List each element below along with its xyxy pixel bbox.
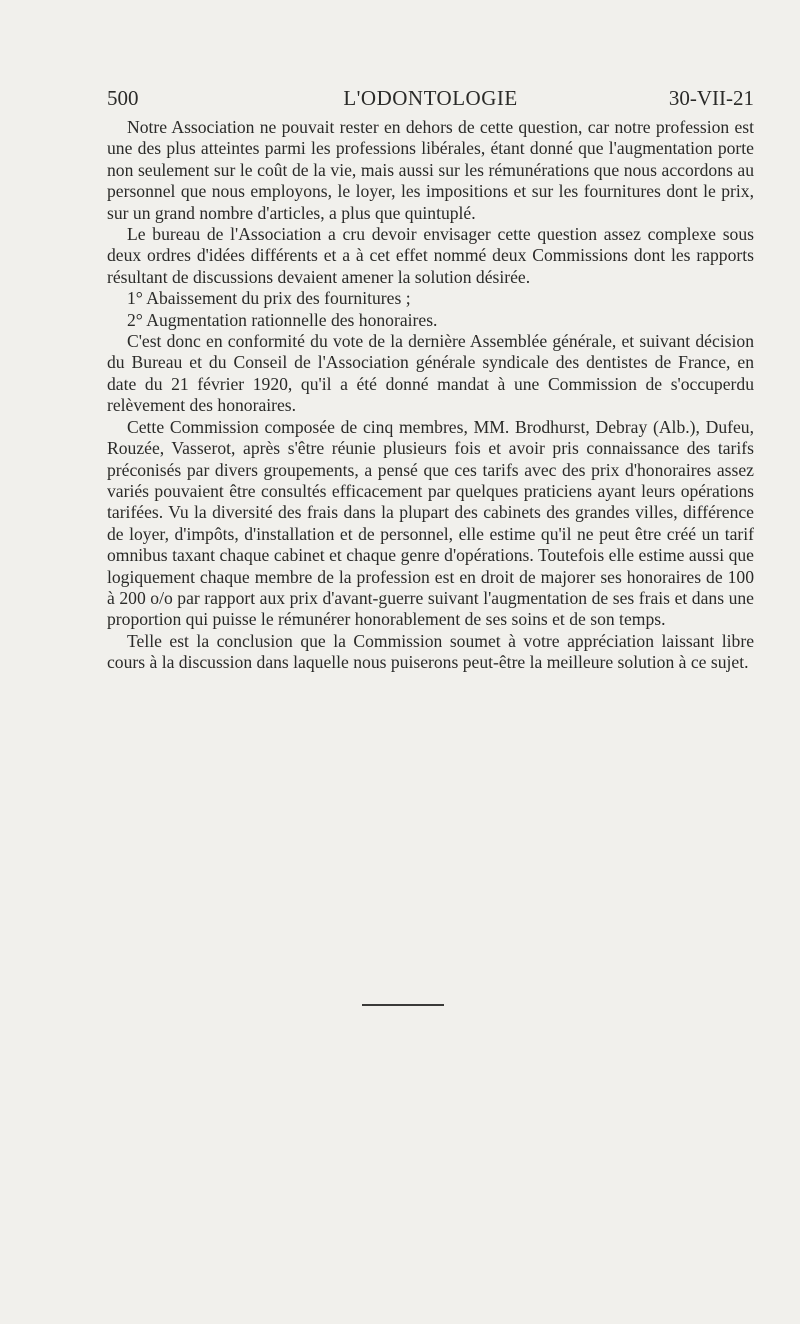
paragraph-conclusion: Telle est la conclusion que la Commission soumet à votre appréciation laissant libre cours à la discussion dans laquelle nous puiserons peut-être la meilleure solution à ce sujet. [107, 630, 754, 673]
list-item-honoraires: 2° Augmentation rationnelle des honoraires. [127, 309, 438, 330]
page-number: 500 [107, 86, 139, 110]
paragraph-association: Notre Association ne pouvait rester en dehors de cette question, car notre profession est une des plus atteintes parmi les professions libérales, étant donné que l'augmentation porte non seulement sur le coût de la vie, mais aussi sur les rémunérations que nous accordons au personnel que nous employons, le loyer, les impositions et sur les fournitures dont le prix, sur un grand nombre d'articles, a plus que quintuplé. [107, 117, 754, 223]
paragraph-mandat: C'est donc en conformité du vote de la dernière Assemblée générale, et suivant décision du Bureau et du Conseil de l'Association générale syndicale des dentistes de France, en date du 21 février 1920, qu'il a été donné mandat à une Commission de s'occuperdu relèvement des honoraires. [107, 331, 754, 416]
paragraph-bureau: Le bureau de l'Association a cru devoir envisager cette question assez complexe sous deux ordres d'idées différents et a à cet effet nommé deux Commissions dont les rapports résultant de discussions devaient amener la solution désirée. [107, 224, 754, 287]
running-title: L'ODONTOLOGIE [343, 86, 518, 110]
section-separator [362, 1004, 444, 1006]
paragraph-commission: Cette Commission composée de cinq membres, MM. Brodhurst, Debray (Alb.), Dufeu, Rouzée, Vasserot, après s'être réunie plusieurs fois et avoir pris connaissance des tarifs préconisés par divers groupements, a pensé que ces tarifs avec des prix d'honoraires assez variés pouvaient être consultés efficacement par quelques praticiens ayant leurs opérations tarifées. Vu la diversité des frais dans la plupart des cabinets des grandes villes, différence de loyer, d'impôts, d'installation et de personnel, elle estime qu'il ne peut être créé un tarif omnibus taxant chaque cabinet et chaque genre d'opérations. Toutefois elle estime aussi que logiquement chaque membre de la profession est en droit de majorer ses honoraires de 100 à 200 o/o par rapport aux prix d'avant-guerre suivant l'augmentation de ses frais et dans une proportion qui puisse le rémunérer honorablement de ses soins et de son temps. [107, 416, 754, 630]
article-body [107, 117, 754, 674]
issue-date: 30-VII-21 [668, 86, 754, 110]
list-item-fournitures: 1° Abaissement du prix des fournitures ; [127, 288, 411, 309]
page-header [107, 84, 754, 112]
